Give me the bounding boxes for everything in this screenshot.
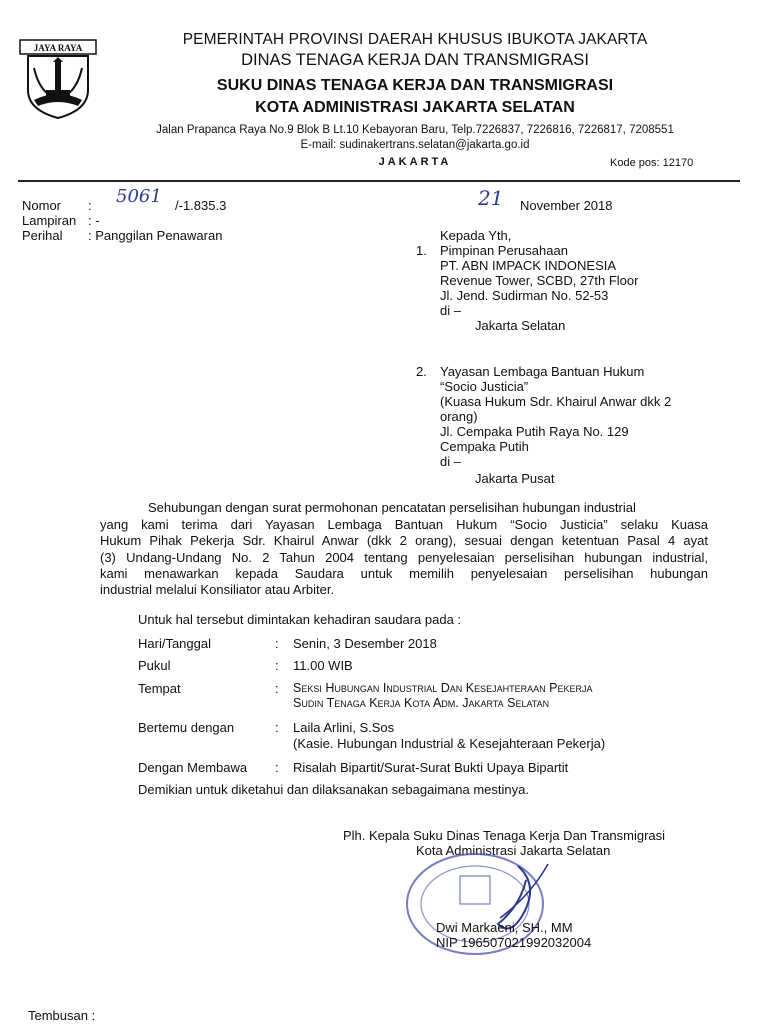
kop-postal: Kode pos: 12170 — [610, 157, 694, 169]
bertemu-label: Bertemu dengan — [138, 720, 235, 735]
recipient-1-line: di – — [440, 303, 461, 318]
bertemu-line-2: (Kasie. Hubungan Industrial & Kesejahteraan Pekerja) — [293, 736, 606, 751]
signatory-office: Kota Administrasi Jakarta Selatan — [416, 843, 611, 858]
kop-email: E-mail: sudinakertrans.selatan@jakarta.go.id — [300, 139, 530, 151]
recipient-2-city: Jakarta Pusat — [475, 471, 555, 486]
kop-pemprov: PEMERINTAH PROVINSI DAERAH KHUSUS IBUKOTA JAKARTA — [182, 31, 648, 48]
membawa-value: Risalah Bipartit/Surat-Surat Bukti Upaya Bipartit — [293, 760, 569, 775]
recipient-1-city: Jakarta Selatan — [475, 318, 566, 333]
nomor-value: /-1.835.3 — [175, 198, 227, 213]
hari-label: Hari/Tanggal — [138, 636, 211, 651]
pukul-label: Pukul — [138, 658, 171, 673]
svg-text:JAYA RAYA: JAYA RAYA — [33, 43, 83, 53]
paragraph-line: industrial melalui Konsiliator atau Arbiter. — [100, 582, 335, 597]
kop-kota: KOTA ADMINISTRASI JAKARTA SELATAN — [255, 99, 575, 116]
hari-value: Senin, 3 Desember 2018 — [293, 636, 437, 651]
recipient-2-line: (Kuasa Hukum Sdr. Khairul Anwar dkk 2 — [440, 394, 672, 409]
kop-city: JAKARTA — [378, 156, 452, 168]
kepada-yth: Kepada Yth, — [440, 228, 512, 243]
bertemu-colon: : — [275, 720, 279, 735]
pukul-colon: : — [275, 658, 279, 673]
tempat-line-1: Seksi Hubungan Industrial Dan Kesejahteraan Pekerja — [293, 681, 593, 695]
membawa-colon: : — [275, 760, 279, 775]
recipient-2-line: Jl. Cempaka Putih Raya No. 129 — [440, 424, 629, 439]
jaya-raya-emblem — [18, 38, 98, 120]
letterhead-rule — [18, 180, 740, 182]
paragraph-line: Sehubungan dengan surat permohonan pencatatan perselisihan hubungan industrial — [148, 500, 636, 515]
hari-colon: : — [275, 636, 279, 651]
recipient-1-line: PT. ABN IMPACK INDONESIA — [440, 258, 617, 273]
recipient-1-line: Pimpinan Perusahaan — [440, 243, 568, 258]
recipient-2-line: Yayasan Lembaga Bantuan Hukum — [440, 364, 645, 379]
tempat-label: Tempat — [138, 681, 181, 696]
tembusan-label: Tembusan : — [28, 1008, 96, 1023]
closing-line: Demikian untuk diketahui dan dilaksanakan sebagaimana mestinya. — [138, 782, 529, 797]
recipient-2-line: Cempaka Putih — [440, 439, 529, 454]
recipient-2-line: di – — [440, 454, 461, 469]
nomor-label: Nomor — [22, 198, 62, 213]
kop-sudin: SUKU DINAS TENAGA KERJA DAN TRANSMIGRASI — [216, 77, 614, 94]
tempat-line-2: Sudin Tenaga Kerja Kota Adm. Jakarta Selatan — [293, 696, 550, 710]
nomor-colon: : — [88, 198, 92, 213]
recipient-1-number: 1. — [416, 243, 427, 258]
date-handwritten: 21 — [478, 186, 504, 210]
kop-dinas: DINAS TENAGA KERJA DAN TRANSMIGRASI — [241, 51, 589, 69]
paragraph-line: yang kami terima dari Yayasan Lembaga Bantuan Hukum “Socio Justicia” selaku Kuasa — [100, 517, 708, 532]
lampiran-value: : - — [88, 213, 100, 228]
membawa-label: Dengan Membawa — [138, 760, 248, 775]
signatory-nip: NIP 196507021992032004 — [436, 935, 592, 950]
pukul-value: 11.00 WIB — [293, 658, 353, 673]
perihal-value: : Panggilan Penawaran — [88, 228, 223, 243]
recipient-2-number: 2. — [416, 364, 427, 379]
signatory-title: Plh. Kepala Suku Dinas Tenaga Kerja Dan Transmigrasi — [343, 828, 666, 843]
kop-address: Jalan Prapanca Raya No.9 Blok B Lt.10 Kebayoran Baru, Telp.7226837, 7226816, 7226817, 7208551 — [156, 124, 674, 136]
lampiran-label: Lampiran — [22, 213, 77, 228]
recipient-2-line: orang) — [440, 409, 478, 424]
paragraph-line: Hukum Pihak Pekerja Sdr. Khairul Anwar (dkk 2 orang), sesuai dengan ketentuan Pasal 4 ayat — [100, 533, 708, 548]
recipient-1-line: Revenue Tower, SCBD, 27th Floor — [440, 273, 639, 288]
recipient-1-line: Jl. Jend. Sudirman No. 52-53 — [440, 288, 609, 303]
paragraph-line: (3) Undang-Undang No. 2 Tahun 2004 tentang penyelesaian perselisihan hubungan industrial, — [100, 550, 708, 565]
signatory-name: Dwi Markaeni, SH., MM — [436, 920, 573, 935]
perihal-label: Perihal — [22, 228, 63, 243]
recipient-2-line: “Socio Justicia” — [440, 379, 529, 394]
nomor-handwritten: 5061 — [116, 186, 162, 207]
intro-line: Untuk hal tersebut dimintakan kehadiran saudara pada : — [138, 612, 462, 627]
bertemu-line-1: Laila Arlini, S.Sos — [293, 720, 395, 735]
paragraph-line: kami menawarkan kepada Saudara untuk memilih penyelesaian perselisihan hubungan — [100, 566, 708, 581]
letter-date: November 2018 — [520, 198, 613, 213]
tempat-colon: : — [275, 681, 279, 696]
